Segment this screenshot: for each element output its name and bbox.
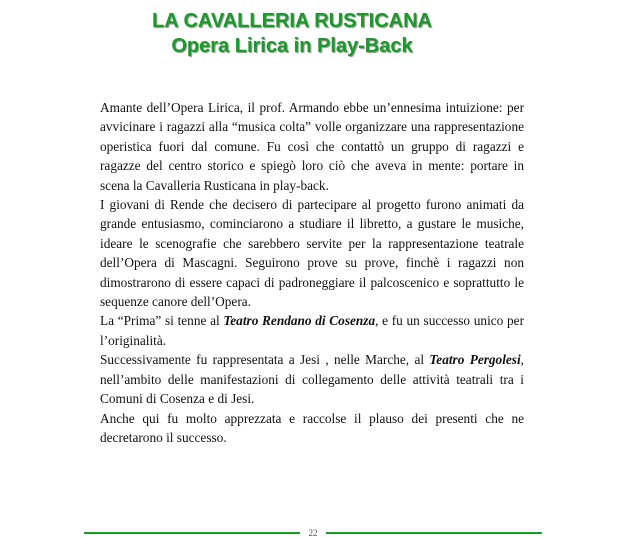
paragraph-jesi <box>100 350 524 408</box>
premiere-text-after: , e fu un successo unico per l’originalità. <box>100 313 524 348</box>
premiere-venue: Teatro Rendano di Cosenza <box>223 313 376 329</box>
paragraph-intro: Amante dell’Opera Lirica, il prof. Armando ebbe un’ennesima intuizione: per avvicinare i ragazzi alla “musica colta” volle organizzare una rappresentazione operistica fuori dal comune. Fu così che contattò un gruppo di ragazzi e ragazze del centro storico e spiegò loro ciò che aveva in mente: portare in scena la Cavalleria Rusticana in play-back. <box>100 100 524 193</box>
paragraph-youth: I giovani di Rende che decisero di partecipare al progetto furono animati da grande entusiasmo, cominciarono a studiare il libretto, a gustare le musiche, ideare le scenografie che sarebbero servite per la rappresentazione teatrale dell’Opera di Mascagni. Seguirono prove su prove, finchè i ragazzi non dimostrarono di essere capaci di padroneggiare il palcoscenico e soprattutto le sequenze canore dell’Opera. <box>100 197 524 310</box>
paragraph-closing: Anche qui fu molto apprezzata e raccolse il plauso dei presenti che ne decretarono il successo. <box>100 410 524 445</box>
page-number: 22 <box>308 528 318 538</box>
footer-divider-right <box>326 532 542 534</box>
jesi-text-after: , nell’ambito delle manifestazioni di collegamento delle attività teatrali tra i Comuni di Cosenza e di Jesi. <box>100 352 524 407</box>
footer-divider-left <box>84 532 300 534</box>
article-body <box>100 98 524 447</box>
jesi-venue: Teatro Pergolesi <box>429 352 521 368</box>
page-header <box>0 9 584 59</box>
page-title: LA CAVALLERIA RUSTICANA <box>152 10 432 32</box>
paragraph-premiere <box>100 311 524 350</box>
jesi-text-before: Successivamente fu rappresentata a Jesi , nelle Marche, al <box>100 352 430 368</box>
premiere-text-before: La “Prima” si tenne al <box>100 313 224 329</box>
page-subtitle: Opera Lirica in Play-Back <box>171 35 413 57</box>
